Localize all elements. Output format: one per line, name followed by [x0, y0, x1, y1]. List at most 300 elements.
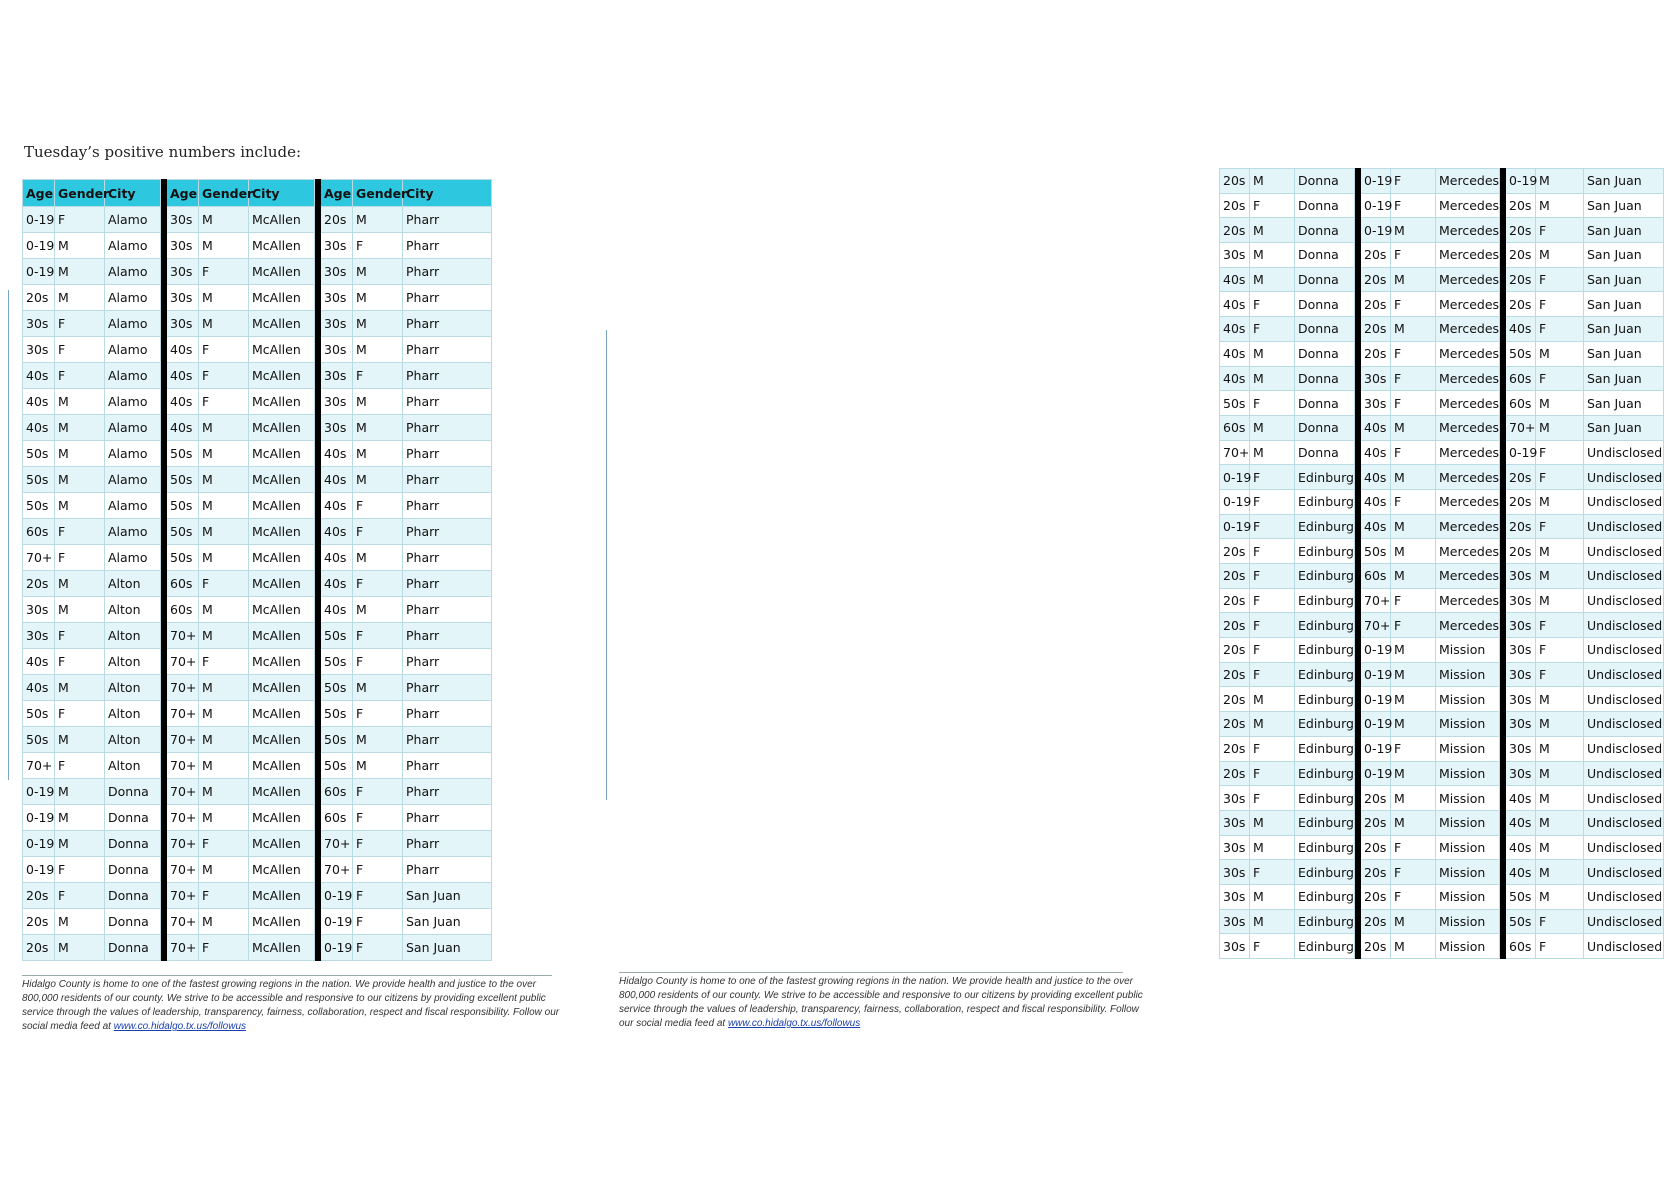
table-cell: 20s	[1506, 514, 1536, 539]
table-cell: San Juan	[1584, 415, 1664, 440]
table-header	[23, 180, 492, 207]
table-cell: 40s	[321, 597, 353, 623]
table-cell: 40s	[1220, 366, 1250, 391]
table-cell: M	[55, 467, 105, 493]
table-cell: 70+	[167, 623, 199, 649]
table-cell: F	[1250, 193, 1295, 218]
table-cell: Alton	[105, 623, 161, 649]
table-row	[23, 935, 492, 961]
table-cell: 30s	[1506, 687, 1536, 712]
table-cell: 30s	[1506, 736, 1536, 761]
table-cell: 50s	[167, 467, 199, 493]
footer-text	[619, 975, 1144, 1031]
table-row	[1220, 267, 1664, 292]
table-cell: 50s	[1506, 341, 1536, 366]
table-cell: M	[199, 441, 249, 467]
table-cell: Mission	[1436, 909, 1500, 934]
table-cell: McAllen	[249, 597, 315, 623]
table-cell: 70+	[167, 753, 199, 779]
table-cell: Alamo	[105, 207, 161, 233]
table-cell: 20s	[1361, 292, 1391, 317]
table-cell: Pharr	[403, 597, 492, 623]
table-cell: F	[55, 207, 105, 233]
table-cell: Alton	[105, 571, 161, 597]
table-cell: M	[55, 415, 105, 441]
table-cell: M	[199, 415, 249, 441]
table-cell: McAllen	[249, 337, 315, 363]
table-cell: F	[1536, 440, 1584, 465]
table-cell: M	[1391, 465, 1436, 490]
table-cell: M	[353, 545, 403, 571]
table-cell: M	[1391, 786, 1436, 811]
table-cell: F	[353, 883, 403, 909]
table-cell: F	[1391, 835, 1436, 860]
table-cell: F	[353, 701, 403, 727]
table-cell: Edinburg	[1295, 712, 1355, 737]
table-row	[23, 233, 492, 259]
footer-mission-text: Hidalgo County is home to one of the fastest growing regions in the nation. We provide health and justice to the over 800,000 residents of our county. We strive to be accessible and responsive to our citizens by providing excellent public service through the values of leadership, transparency, fairness, collaboration, respect and fiscal responsibility. Follow our social media feed at	[22, 979, 560, 1032]
table-cell: F	[1250, 588, 1295, 613]
table-cell: F	[353, 623, 403, 649]
table-cell: M	[1391, 638, 1436, 663]
table-cell: 20s	[1220, 736, 1250, 761]
table-cell: Donna	[1295, 243, 1355, 268]
table-cell: M	[1250, 810, 1295, 835]
column-header: Age	[23, 180, 55, 207]
table-cell: San Juan	[1584, 218, 1664, 243]
table-cell: 0-19	[23, 857, 55, 883]
table-cell: M	[1250, 835, 1295, 860]
table-body	[1220, 169, 1664, 959]
table-cell: 70+	[167, 831, 199, 857]
table-cell: M	[55, 727, 105, 753]
table-cell: Alton	[105, 701, 161, 727]
table-cell: F	[1391, 736, 1436, 761]
table-cell: 0-19	[1361, 193, 1391, 218]
table-cell: Alamo	[105, 311, 161, 337]
table-cell: M	[353, 207, 403, 233]
table-cell: San Juan	[403, 909, 492, 935]
table-cell: McAllen	[249, 285, 315, 311]
table-cell: McAllen	[249, 909, 315, 935]
table-cell: McAllen	[249, 519, 315, 545]
table-cell: M	[199, 857, 249, 883]
column-header: Gender	[55, 180, 105, 207]
table-cell: 20s	[1361, 810, 1391, 835]
table-cell: 30s	[1220, 934, 1250, 959]
table-cell: Edinburg	[1295, 909, 1355, 934]
table-cell: M	[55, 233, 105, 259]
table-cell: Pharr	[403, 285, 492, 311]
table-cell: 50s	[23, 467, 55, 493]
table-cell: F	[199, 883, 249, 909]
table-cell: Donna	[1295, 169, 1355, 194]
table-cell: 20s	[23, 571, 55, 597]
table-cell: F	[199, 831, 249, 857]
table-cell: F	[1536, 218, 1584, 243]
table-cell: 0-19	[1220, 514, 1250, 539]
table-cell: Edinburg	[1295, 884, 1355, 909]
table-cell: 40s	[23, 675, 55, 701]
table-row	[1220, 440, 1664, 465]
table-cell: 0-19	[321, 935, 353, 961]
table-cell: F	[1250, 638, 1295, 663]
table-cell: 20s	[1361, 835, 1391, 860]
table-cell: 40s	[1220, 292, 1250, 317]
table-cell: 60s	[23, 519, 55, 545]
table-cell: 0-19	[1361, 638, 1391, 663]
table-cell: M	[353, 259, 403, 285]
table-cell: Undisclosed	[1584, 835, 1664, 860]
cases-table-right	[1219, 168, 1664, 959]
table-cell: 20s	[1220, 539, 1250, 564]
table-cell: M	[353, 441, 403, 467]
table-cell: 20s	[1506, 465, 1536, 490]
table-cell: M	[1250, 687, 1295, 712]
table-cell: Pharr	[403, 779, 492, 805]
table-cell: Mission	[1436, 835, 1500, 860]
table-cell: M	[55, 259, 105, 285]
table-row	[23, 207, 492, 233]
table-cell: F	[55, 337, 105, 363]
table-cell: Mercedes	[1436, 564, 1500, 589]
table-cell: San Juan	[1584, 267, 1664, 292]
table-cell: Edinburg	[1295, 736, 1355, 761]
table-cell: 30s	[321, 233, 353, 259]
table-cell: M	[353, 415, 403, 441]
table-cell: San Juan	[1584, 391, 1664, 416]
table-row	[1220, 786, 1664, 811]
table-cell: McAllen	[249, 233, 315, 259]
table-cell: M	[199, 753, 249, 779]
table-cell: 40s	[1220, 341, 1250, 366]
table-cell: M	[1536, 193, 1584, 218]
table-cell: F	[1250, 391, 1295, 416]
table-cell: Mercedes	[1436, 514, 1500, 539]
table-cell: Mission	[1436, 810, 1500, 835]
table-cell: F	[55, 311, 105, 337]
table-cell: F	[1391, 169, 1436, 194]
table-cell: 40s	[167, 337, 199, 363]
table-cell: 20s	[321, 207, 353, 233]
table-cell: M	[1391, 218, 1436, 243]
table-cell: 40s	[321, 519, 353, 545]
table-cell: F	[199, 363, 249, 389]
table-cell: 20s	[1220, 712, 1250, 737]
table-cell: 70+	[1220, 440, 1250, 465]
table-cell: McAllen	[249, 779, 315, 805]
table-cell: M	[1536, 391, 1584, 416]
table-cell: F	[353, 233, 403, 259]
table-cell: F	[1536, 366, 1584, 391]
table-cell: M	[199, 701, 249, 727]
table-cell: 20s	[1506, 243, 1536, 268]
margin-line	[606, 330, 607, 800]
table-cell: 60s	[1506, 934, 1536, 959]
table-cell: F	[1391, 440, 1436, 465]
table-cell: 60s	[1506, 366, 1536, 391]
table-cell: Pharr	[403, 701, 492, 727]
table-cell: F	[1250, 292, 1295, 317]
table-cell: Undisclosed	[1584, 613, 1664, 638]
table-cell: 30s	[1220, 884, 1250, 909]
table-cell: 20s	[23, 883, 55, 909]
table-cell: Undisclosed	[1584, 564, 1664, 589]
table-row	[23, 857, 492, 883]
table-row	[23, 467, 492, 493]
table-cell: 60s	[1506, 391, 1536, 416]
table-cell: F	[55, 545, 105, 571]
table-cell: 0-19	[23, 233, 55, 259]
table-cell: 30s	[167, 285, 199, 311]
table-cell: Alamo	[105, 545, 161, 571]
table-cell: McAllen	[249, 753, 315, 779]
table-cell: F	[1536, 934, 1584, 959]
table-cell: 50s	[167, 545, 199, 571]
table-cell: Undisclosed	[1584, 687, 1664, 712]
right-page	[600, 0, 1663, 1200]
table-cell: Pharr	[403, 727, 492, 753]
table-cell: 30s	[1220, 835, 1250, 860]
table-cell: M	[1536, 539, 1584, 564]
table-cell: 50s	[321, 675, 353, 701]
table-cell: F	[1391, 489, 1436, 514]
table-cell: M	[1391, 662, 1436, 687]
table-cell: Pharr	[403, 649, 492, 675]
table-cell: M	[1391, 761, 1436, 786]
table-cell: Pharr	[403, 831, 492, 857]
table-cell: 70+	[167, 727, 199, 753]
table-cell: Pharr	[403, 441, 492, 467]
page-heading: Tuesday’s positive numbers include:	[24, 143, 302, 161]
table-row	[23, 545, 492, 571]
table-cell: F	[55, 701, 105, 727]
table-cell: F	[1391, 884, 1436, 909]
table-cell: F	[55, 753, 105, 779]
table-cell: F	[1391, 366, 1436, 391]
table-row	[1220, 736, 1664, 761]
table-row	[1220, 835, 1664, 860]
table-cell: McAllen	[249, 467, 315, 493]
table-cell: McAllen	[249, 415, 315, 441]
table-cell: F	[1391, 588, 1436, 613]
table-cell: McAllen	[249, 883, 315, 909]
table-cell: 30s	[1220, 860, 1250, 885]
table-cell: Pharr	[403, 207, 492, 233]
table-cell: 40s	[1506, 835, 1536, 860]
table-row	[23, 909, 492, 935]
table-cell: M	[199, 467, 249, 493]
table-cell: M	[353, 285, 403, 311]
table-cell: Pharr	[403, 415, 492, 441]
table-cell: 40s	[321, 493, 353, 519]
table-cell: F	[199, 571, 249, 597]
table-cell: M	[55, 935, 105, 961]
table-cell: Undisclosed	[1584, 934, 1664, 959]
table-cell: Mercedes	[1436, 539, 1500, 564]
table-cell: Pharr	[403, 675, 492, 701]
table-row	[23, 831, 492, 857]
table-cell: 40s	[1506, 860, 1536, 885]
table-row	[23, 727, 492, 753]
table-cell: M	[1536, 415, 1584, 440]
table-cell: Mercedes	[1436, 267, 1500, 292]
table-cell: 0-19	[1506, 440, 1536, 465]
table-cell: 70+	[167, 779, 199, 805]
table-cell: 20s	[1361, 243, 1391, 268]
table-cell: Edinburg	[1295, 564, 1355, 589]
table-cell: 20s	[1506, 218, 1536, 243]
table-cell: M	[353, 389, 403, 415]
table-cell: F	[1250, 514, 1295, 539]
table-cell: M	[1250, 366, 1295, 391]
table-cell: M	[55, 675, 105, 701]
table-cell: McAllen	[249, 623, 315, 649]
table-cell: McAllen	[249, 311, 315, 337]
table-cell: Undisclosed	[1584, 860, 1664, 885]
table-cell: 70+	[23, 545, 55, 571]
table-cell: 20s	[1506, 292, 1536, 317]
table-cell: M	[1250, 884, 1295, 909]
table-cell: 30s	[1361, 366, 1391, 391]
table-row	[23, 597, 492, 623]
table-cell: 20s	[1361, 786, 1391, 811]
table-row	[1220, 638, 1664, 663]
table-cell: F	[353, 805, 403, 831]
table-cell: 0-19	[23, 805, 55, 831]
table-cell: 20s	[1361, 341, 1391, 366]
table-cell: McAllen	[249, 857, 315, 883]
table-row	[1220, 761, 1664, 786]
table-cell: Mission	[1436, 860, 1500, 885]
table-cell: Edinburg	[1295, 687, 1355, 712]
table-cell: Mission	[1436, 736, 1500, 761]
table-cell: Donna	[105, 779, 161, 805]
table-cell: M	[1536, 786, 1584, 811]
table-cell: Edinburg	[1295, 539, 1355, 564]
table-cell: M	[1391, 514, 1436, 539]
table-row	[23, 779, 492, 805]
table-cell: Donna	[1295, 440, 1355, 465]
table-cell: 20s	[1506, 489, 1536, 514]
table-cell: F	[1536, 465, 1584, 490]
table-cell: 30s	[321, 363, 353, 389]
table-cell: M	[1250, 909, 1295, 934]
table-cell: McAllen	[249, 571, 315, 597]
table-cell: Donna	[1295, 193, 1355, 218]
table-cell: M	[199, 623, 249, 649]
table-cell: 30s	[23, 597, 55, 623]
table-row	[1220, 218, 1664, 243]
table-cell: 50s	[321, 727, 353, 753]
table-row	[1220, 465, 1664, 490]
table-cell: M	[353, 337, 403, 363]
table-cell: 40s	[167, 363, 199, 389]
table-cell: 40s	[23, 363, 55, 389]
table-cell: McAllen	[249, 805, 315, 831]
table-cell: Mercedes	[1436, 366, 1500, 391]
table-cell: Alton	[105, 675, 161, 701]
table-cell: 50s	[23, 701, 55, 727]
table-cell: 0-19	[1361, 662, 1391, 687]
table-cell: F	[353, 831, 403, 857]
table-cell: F	[1536, 662, 1584, 687]
table-cell: F	[1391, 391, 1436, 416]
table-cell: 30s	[321, 285, 353, 311]
table-cell: McAllen	[249, 389, 315, 415]
table-cell: 20s	[23, 935, 55, 961]
table-cell: Edinburg	[1295, 810, 1355, 835]
table-cell: F	[1250, 662, 1295, 687]
table-cell: 20s	[1220, 564, 1250, 589]
table-cell: San Juan	[1584, 341, 1664, 366]
column-header: City	[105, 180, 161, 207]
column-header: Gender	[353, 180, 403, 207]
table-cell: Edinburg	[1295, 588, 1355, 613]
table-cell: 50s	[167, 441, 199, 467]
table-row	[1220, 317, 1664, 342]
table-cell: Donna	[1295, 341, 1355, 366]
table-cell: Pharr	[403, 805, 492, 831]
table-cell: Donna	[105, 909, 161, 935]
table-cell: F	[55, 649, 105, 675]
table-cell: 0-19	[321, 883, 353, 909]
table-cell: 20s	[1506, 193, 1536, 218]
table-cell: 20s	[1220, 169, 1250, 194]
table-cell: 40s	[1361, 415, 1391, 440]
table-row	[1220, 391, 1664, 416]
table-cell: M	[1536, 687, 1584, 712]
table-row	[1220, 415, 1664, 440]
table-cell: Donna	[1295, 292, 1355, 317]
table-cell: F	[1250, 489, 1295, 514]
table-cell: M	[199, 779, 249, 805]
table-row	[1220, 588, 1664, 613]
table-cell: McAllen	[249, 649, 315, 675]
table-cell: M	[1536, 243, 1584, 268]
table-cell: F	[1250, 317, 1295, 342]
table-cell: 70+	[167, 857, 199, 883]
table-cell: 20s	[1220, 218, 1250, 243]
table-cell: F	[55, 857, 105, 883]
table-cell: M	[1250, 267, 1295, 292]
table-cell: 30s	[321, 415, 353, 441]
table-cell: Pharr	[403, 259, 492, 285]
table-row	[1220, 341, 1664, 366]
table-cell: F	[353, 571, 403, 597]
table-cell: 20s	[23, 285, 55, 311]
followus-link[interactable]: www.co.hidalgo.tx.us/followus	[113, 1021, 247, 1032]
table-cell: M	[1391, 415, 1436, 440]
table-cell: 20s	[1506, 539, 1536, 564]
table-cell: F	[1250, 736, 1295, 761]
table-cell: F	[1536, 638, 1584, 663]
table-row	[23, 259, 492, 285]
table-cell: M	[353, 727, 403, 753]
table-cell: Alton	[105, 753, 161, 779]
table-cell: Undisclosed	[1584, 489, 1664, 514]
table-cell: Mercedes	[1436, 415, 1500, 440]
table-row	[23, 285, 492, 311]
table-cell: M	[199, 207, 249, 233]
table-cell: Pharr	[403, 571, 492, 597]
table-cell: F	[55, 519, 105, 545]
table-cell: 60s	[1220, 415, 1250, 440]
table-cell: Alamo	[105, 233, 161, 259]
table-cell: 30s	[1506, 662, 1536, 687]
table-cell: 40s	[1361, 465, 1391, 490]
followus-link[interactable]: www.co.hidalgo.tx.us/followus	[727, 1018, 861, 1029]
